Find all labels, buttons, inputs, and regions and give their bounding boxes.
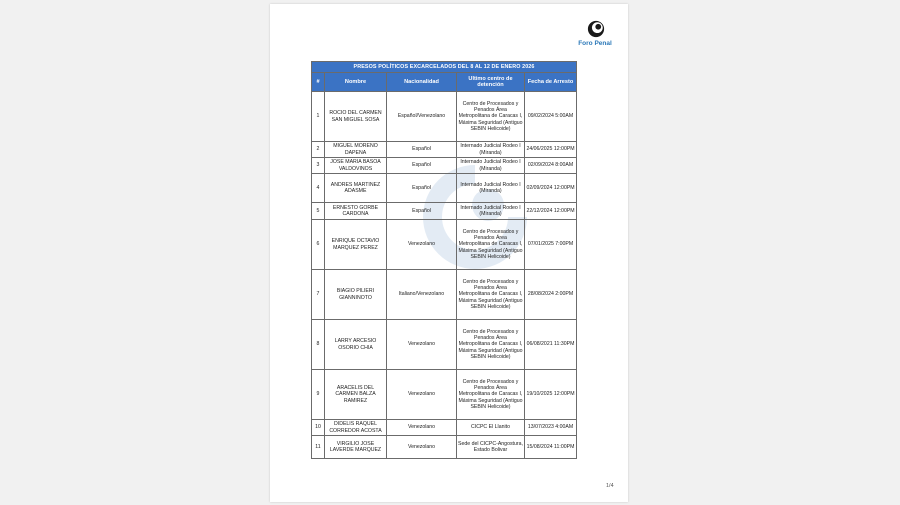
row-nacionalidad: Español [387, 142, 457, 158]
row-nombre: BIAGIO PILIERI GIANNINOTO [325, 270, 387, 320]
row-fecha: 19/10/2025 12:00PM [525, 370, 577, 420]
table-header-row [312, 73, 577, 92]
page-number: 1/4 [606, 483, 614, 489]
row-number: 5 [312, 203, 325, 220]
row-number: 2 [312, 142, 325, 158]
row-number: 10 [312, 420, 325, 436]
row-centro: Centro de Procesados y Penados Área Metropolitana de Caracas I, Máxima Seguridad (Antiguo SEBIN Helicoide) [457, 320, 525, 370]
row-nacionalidad: Venezolano [387, 320, 457, 370]
column-header-fecha: Fecha de Arresto [525, 73, 577, 92]
table-row [312, 320, 577, 370]
table-row [312, 420, 577, 436]
table-row [312, 174, 577, 203]
row-fecha: 07/01/2025 7:00PM [525, 220, 577, 270]
row-nombre: ROCIO DEL CARMEN SAN MIGUEL SOSA [325, 92, 387, 142]
column-header-nacionalidad: Nacionalidad [387, 73, 457, 92]
row-nacionalidad: Venezolano [387, 420, 457, 436]
prisoners-table [311, 61, 577, 459]
foro-penal-logo [575, 20, 615, 52]
table-row [312, 436, 577, 459]
row-nacionalidad: Italiano/Venezolano [387, 270, 457, 320]
row-nacionalidad: Español [387, 174, 457, 203]
row-number: 8 [312, 320, 325, 370]
row-nombre: JOSE MARIA BASOA VALDOVINOS [325, 158, 387, 174]
table-row [312, 270, 577, 320]
row-centro: Centro de Procesados y Penados Área Metropolitana de Caracas I, Máxima Seguridad (Antiguo SEBIN Helicoide) [457, 220, 525, 270]
row-centro: Internado Judicial Rodeo I (Miranda) [457, 203, 525, 220]
logo-text: Foro Penal [578, 40, 612, 47]
table-row [312, 158, 577, 174]
table-row [312, 220, 577, 270]
table-title: PRESOS POLÍTICOS EXCARCELADOS DEL 8 AL 12 DE ENERO 2026 [312, 62, 577, 73]
table-row [312, 203, 577, 220]
row-centro: CICPC El Llanito [457, 420, 525, 436]
row-number: 4 [312, 174, 325, 203]
table-row [312, 92, 577, 142]
row-nombre: ERNESTO GORBE CARDONA [325, 203, 387, 220]
row-nacionalidad: Español [387, 203, 457, 220]
row-fecha: 02/09/2024 8:00AM [525, 158, 577, 174]
column-header-centro: Ultimo centro de detención [457, 73, 525, 92]
row-nacionalidad: Español [387, 158, 457, 174]
row-nombre: LARRY ARCESIO OSORIO CHIA [325, 320, 387, 370]
row-centro: Centro de Procesados y Penados Área Metropolitana de Caracas I, Máxima Seguridad (Antiguo SEBIN Helicoide) [457, 370, 525, 420]
row-nombre: VIRGILIO JOSE LAVERDE MARQUEZ [325, 436, 387, 459]
document-page [270, 4, 628, 502]
column-header-num: # [312, 73, 325, 92]
foro-penal-logo-icon [587, 20, 605, 38]
row-centro: Sede del CICPC-Angostura, Estado Bolivar [457, 436, 525, 459]
row-fecha: 02/09/2024 12:00PM [525, 174, 577, 203]
row-nacionalidad: Venezolano [387, 370, 457, 420]
row-nombre: ENRIQUE OCTAVIO MARQUEZ PEREZ [325, 220, 387, 270]
row-fecha: 15/08/2024 11:00PM [525, 436, 577, 459]
row-number: 11 [312, 436, 325, 459]
row-fecha: 22/12/2024 12:00PM [525, 203, 577, 220]
row-number: 9 [312, 370, 325, 420]
row-centro: Centro de Procesados y Penados Área Metropolitana de Caracas I, Máxima Seguridad (Antiguo SEBIN Helicoide) [457, 270, 525, 320]
row-fecha: 24/06/2025 12:00PM [525, 142, 577, 158]
row-number: 3 [312, 158, 325, 174]
row-centro: Internado Judicial Rodeo I (Miranda) [457, 158, 525, 174]
row-number: 1 [312, 92, 325, 142]
row-nombre: ANDRES MARTINEZ ADASME [325, 174, 387, 203]
row-centro: Internado Judicial Rodeo I (Miranda) [457, 174, 525, 203]
row-fecha: 06/08/2021 11:30PM [525, 320, 577, 370]
row-nombre: MIGUEL MORENO DAPENA [325, 142, 387, 158]
row-nacionalidad: Venezolano [387, 436, 457, 459]
row-centro: Internado Judicial Rodeo I (Miranda) [457, 142, 525, 158]
table-row [312, 142, 577, 158]
row-nombre: ARACELIS DEL CARMEN BALZA RAMIREZ [325, 370, 387, 420]
column-header-nombre: Nombre [325, 73, 387, 92]
row-number: 6 [312, 220, 325, 270]
table-row [312, 370, 577, 420]
row-fecha: 09/02/2024 5:00AM [525, 92, 577, 142]
row-nombre: DIDELIS RAQUEL CORREDOR ACOSTA [325, 420, 387, 436]
row-fecha: 28/08/2024 2:00PM [525, 270, 577, 320]
row-nacionalidad: Español/Venezolano [387, 92, 457, 142]
row-nacionalidad: Venezolano [387, 220, 457, 270]
row-number: 7 [312, 270, 325, 320]
row-centro: Centro de Procesados y Penados Área Metropolitana de Caracas I, Máxima Seguridad (Antiguo SEBIN Helicoide) [457, 92, 525, 142]
table-title-row [312, 62, 577, 73]
row-fecha: 13/07/2023 4:00AM [525, 420, 577, 436]
